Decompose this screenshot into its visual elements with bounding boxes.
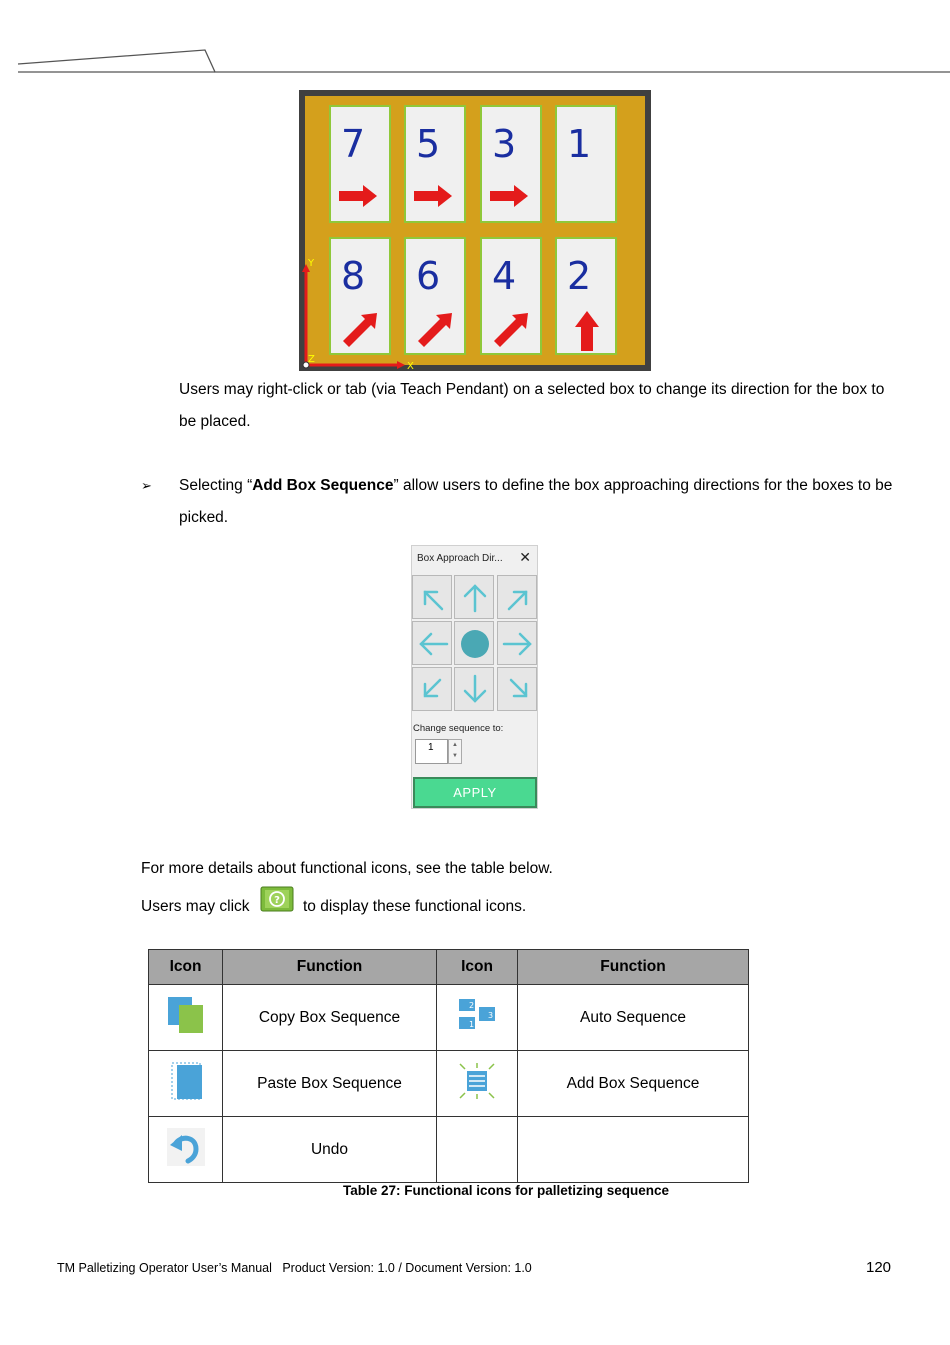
header-rule bbox=[0, 0, 950, 80]
close-icon[interactable]: ✕ bbox=[519, 549, 531, 565]
stepper-down-icon[interactable]: ▼ bbox=[452, 753, 458, 759]
change-sequence-label: Change sequence to: bbox=[413, 723, 504, 734]
box-number: 6 bbox=[416, 254, 441, 298]
undo-icon bbox=[166, 1127, 206, 1167]
help-icon[interactable] bbox=[260, 886, 294, 912]
axis-x-label: X bbox=[407, 361, 414, 371]
dialog-title: Box Approach Dir... bbox=[417, 553, 503, 564]
paragraph-direction: Users may right-click or tab (via Teach Pendant) on a selected box to change its direction for the box to be placed. bbox=[179, 381, 885, 430]
box-number: 3 bbox=[492, 122, 517, 166]
table-cell bbox=[149, 1117, 223, 1183]
header-icon-1: Icon bbox=[149, 950, 223, 985]
direction-down-left-button[interactable] bbox=[412, 667, 452, 711]
box-number: 2 bbox=[567, 254, 592, 298]
bullet-suffix: ” allow users to define the box approaching directions for the boxes to be picked. bbox=[179, 477, 893, 526]
page-number: 120 bbox=[866, 1259, 892, 1276]
table-cell bbox=[437, 985, 518, 1051]
click-line-after: to display these functional icons. bbox=[303, 898, 527, 915]
direction-down-button[interactable] bbox=[454, 667, 494, 711]
svg-text:2: 2 bbox=[469, 1001, 475, 1010]
functional-icons-table bbox=[148, 949, 749, 1183]
header-icon-2: Icon bbox=[437, 950, 518, 985]
header-function-2: Function bbox=[518, 950, 749, 985]
axis-z-label: Z bbox=[308, 354, 315, 365]
direction-up-button[interactable] bbox=[454, 575, 494, 619]
table-cell-function: Copy Box Sequence bbox=[223, 985, 437, 1051]
bullet-add-box-sequence bbox=[179, 470, 899, 534]
table-caption: Table 27: Functional icons for palletizing sequence bbox=[343, 1183, 670, 1198]
pallet-figure bbox=[299, 90, 651, 371]
direction-up-right-button[interactable] bbox=[497, 575, 537, 619]
add-sequence-icon bbox=[457, 1061, 497, 1101]
bullet-marker: ➢ bbox=[141, 478, 152, 493]
svg-text:3: 3 bbox=[488, 1011, 494, 1020]
box-number: 5 bbox=[416, 122, 441, 166]
stepper-up-icon[interactable]: ▲ bbox=[452, 742, 458, 748]
paste-icon bbox=[166, 1061, 206, 1101]
footer-manual: TM Palletizing Operator User’s Manual Product Version: 1.0 / Document Version: 1.0 bbox=[57, 1261, 532, 1275]
sequence-stepper[interactable] bbox=[448, 739, 462, 764]
details-line: For more details about functional icons, see the table below. bbox=[141, 860, 553, 877]
box-approach-dialog bbox=[411, 545, 538, 809]
direction-center-button[interactable] bbox=[454, 621, 494, 665]
table-cell bbox=[437, 1051, 518, 1117]
table-cell-empty bbox=[518, 1117, 749, 1183]
box-number: 1 bbox=[567, 122, 592, 166]
table-cell-function: Undo bbox=[223, 1117, 437, 1183]
table-row bbox=[149, 1051, 749, 1117]
direction-right-button[interactable] bbox=[497, 621, 537, 665]
table-cell bbox=[149, 985, 223, 1051]
direction-left-button[interactable] bbox=[412, 621, 452, 665]
direction-down-right-button[interactable] bbox=[497, 667, 537, 711]
box-number: 8 bbox=[341, 254, 366, 298]
table-cell-function: Paste Box Sequence bbox=[223, 1051, 437, 1117]
direction-up-left-button[interactable] bbox=[412, 575, 452, 619]
svg-text:?: ? bbox=[274, 895, 280, 906]
table-row bbox=[149, 985, 749, 1051]
bullet-bold: Add Box Sequence bbox=[252, 477, 394, 494]
auto-sequence-icon bbox=[457, 995, 497, 1035]
table-cell-function: Auto Sequence bbox=[518, 985, 749, 1051]
axis-y-label: Y bbox=[308, 258, 315, 269]
box-number: 4 bbox=[492, 254, 517, 298]
table-cell bbox=[149, 1051, 223, 1117]
table-cell-function: Add Box Sequence bbox=[518, 1051, 749, 1117]
header-function-1: Function bbox=[223, 950, 437, 985]
svg-text:1: 1 bbox=[469, 1020, 475, 1029]
table-row bbox=[149, 1117, 749, 1183]
click-line-before: Users may click bbox=[141, 898, 250, 915]
apply-button[interactable]: APPLY bbox=[413, 777, 537, 808]
sequence-input[interactable]: 1 bbox=[415, 739, 448, 764]
copy-icon bbox=[166, 995, 206, 1035]
box-number: 7 bbox=[341, 122, 366, 166]
bullet-prefix: Selecting “ bbox=[179, 477, 253, 494]
axes-indicator bbox=[299, 90, 651, 371]
table-cell-empty bbox=[437, 1117, 518, 1183]
table-header-row bbox=[149, 950, 749, 985]
